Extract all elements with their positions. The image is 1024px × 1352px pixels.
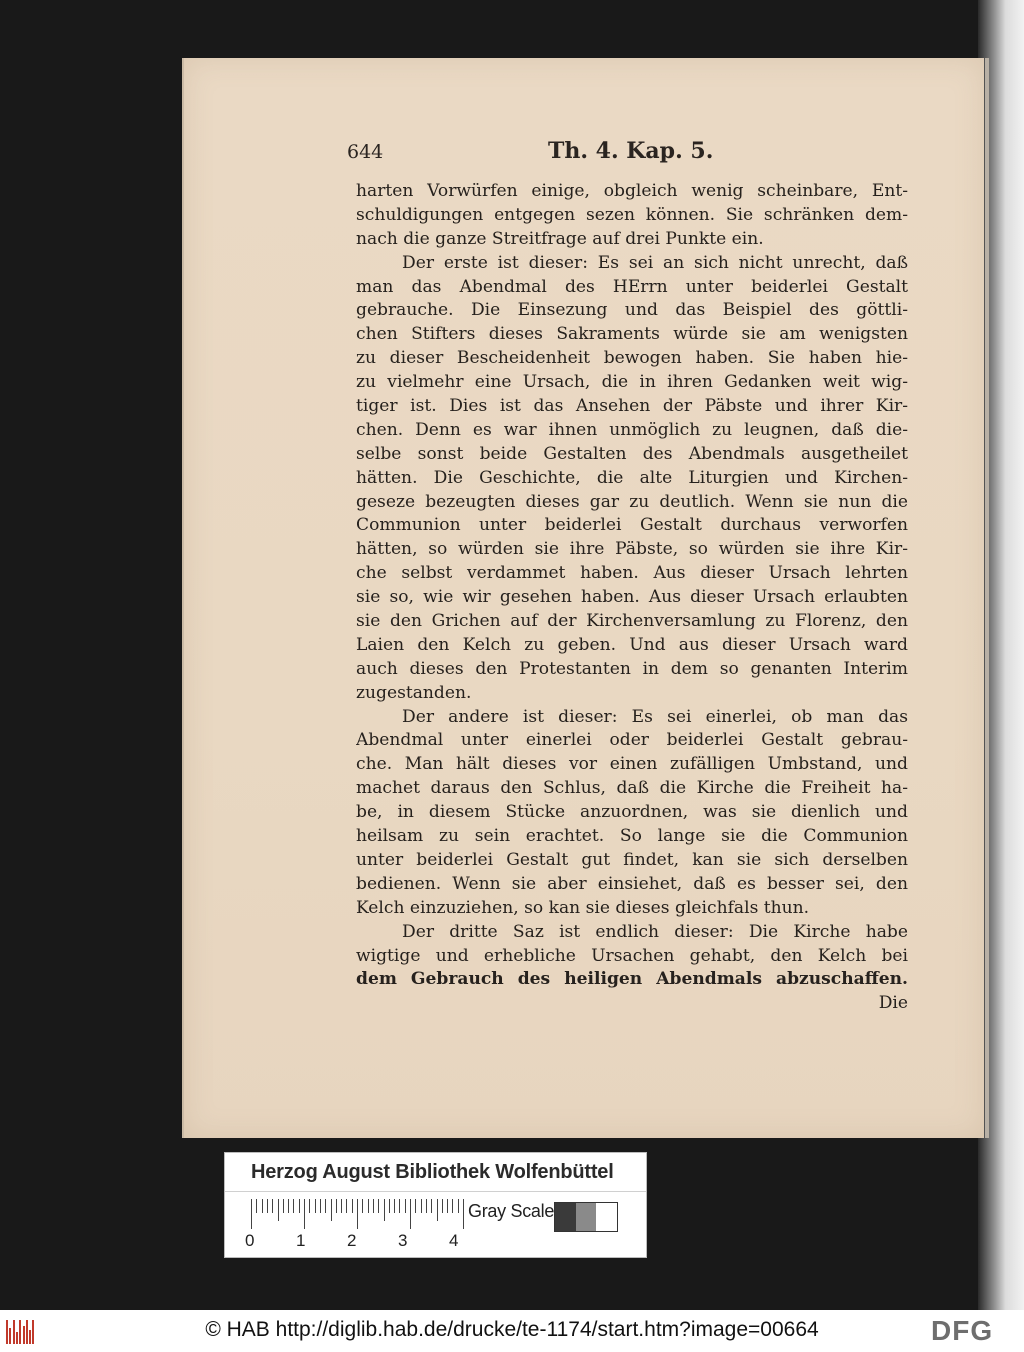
- footer-copyright-link[interactable]: © HAB http://diglib.hab.de/drucke/te-1174/start.htm?image=00664: [205, 1318, 819, 1341]
- ruler-tick: [442, 1199, 443, 1213]
- text-line: geseze bezeugten dieses gar zu deutlich. Wenn sie nun die: [356, 491, 908, 512]
- text-line: sie so, wie wir gesehen haben. Aus dieser Ursach erlaubten: [356, 587, 908, 608]
- gray-swatch: [576, 1203, 597, 1231]
- text-line: zu vielmehr eine Ursach, die in ihren Gedanken weit wig-: [356, 372, 908, 393]
- ruler-tick: [331, 1199, 332, 1221]
- dfg-logo: DFG: [931, 1315, 994, 1346]
- text-line: Abendmal unter einerlei oder beiderlei Gestalt gebrau-: [356, 730, 908, 751]
- ruler-tick: [452, 1199, 453, 1213]
- gray-scale-label: Gray Scale: [468, 1201, 555, 1221]
- ruler-tick: [437, 1199, 438, 1221]
- ruler-tick: [389, 1199, 390, 1213]
- ruler-tick: [336, 1199, 337, 1213]
- text-line: be, in diesem Stücke anzuordnen, was sie dienlich und: [356, 802, 908, 823]
- ruler-tick: [262, 1199, 263, 1213]
- text-line: Die: [878, 993, 908, 1014]
- page-number: 644: [347, 141, 384, 163]
- ruler-tick: [251, 1199, 252, 1229]
- scale-number: 0: [245, 1231, 255, 1250]
- ruler-tick: [272, 1199, 273, 1213]
- ruler-tick: [256, 1199, 257, 1213]
- colorbar-title: Herzog August Bibliothek Wolfenbüttel: [251, 1161, 614, 1183]
- ruler-tick: [426, 1199, 427, 1213]
- ruler-tick: [309, 1199, 310, 1213]
- ruler-tick: [362, 1199, 363, 1213]
- text-line: nach die ganze Streitfrage auf drei Punkte ein.: [356, 228, 764, 249]
- footer-bar: [0, 1310, 1024, 1352]
- ruler-tick: [304, 1199, 305, 1229]
- text-line: zu dieser Bescheidenheit bewogen haben. Sie haben hie-: [356, 348, 908, 369]
- ruler-tick: [299, 1199, 300, 1213]
- ruler-tick: [293, 1199, 294, 1213]
- gray-swatch: [555, 1203, 576, 1231]
- ruler-tick: [384, 1199, 385, 1221]
- text-line: wigtige und erhebliche Ursachen gehabt, den Kelch bei: [356, 945, 908, 966]
- ruler-tick: [405, 1199, 406, 1213]
- text-line: bedienen. Wenn sie aber einsiehet, daß es besser sei, den: [356, 873, 908, 894]
- ruler-tick: [267, 1199, 268, 1213]
- ruler-tick: [463, 1199, 464, 1229]
- text-line: heilsam zu sein erachtet. So lange sie die Communion: [356, 826, 908, 847]
- scale-ruler: [251, 1199, 465, 1229]
- ruler-tick: [410, 1199, 411, 1229]
- text-line: man das Abendmal des HErrn unter beiderlei Gestalt: [356, 276, 908, 297]
- scale-number: 4: [449, 1231, 459, 1250]
- gray-swatch: [596, 1203, 617, 1231]
- ruler-tick: [458, 1199, 459, 1213]
- ruler-tick: [325, 1199, 326, 1213]
- text-line: Der erste ist dieser: Es sei an sich nicht unrecht, daß: [402, 252, 908, 273]
- running-head: Th. 4. Kap. 5.: [548, 138, 714, 164]
- text-line: selbe sonst beide Gestalten des Abendmals ausgetheilet: [356, 443, 908, 464]
- text-line: dem Gebrauch des heiligen Abendmals abzuschaffen.: [356, 969, 908, 990]
- text-line: gebrauche. Die Einsezung und das Beispiel des göttli-: [356, 300, 908, 321]
- ruler-tick: [352, 1199, 353, 1213]
- text-line: auch dieses den Protestanten in dem so genanten Interim: [356, 658, 908, 679]
- ruler-tick: [415, 1199, 416, 1213]
- ruler-tick: [399, 1199, 400, 1213]
- gray-scale-swatches: [554, 1202, 618, 1232]
- text-line: machet daraus den Schlus, daß die Kirche die Freiheit ha-: [356, 778, 908, 799]
- text-line: chen Stifters dieses Sakraments würde sie am wenigsten: [356, 324, 908, 345]
- text-line: sie den Grichen auf der Kirchenversamlung zu Florenz, den: [356, 611, 908, 632]
- ruler-tick: [288, 1199, 289, 1213]
- body-text: [356, 180, 908, 1016]
- text-line: Kelch einzuziehen, so kan sie dieses gleichfals thun.: [356, 897, 810, 918]
- ruler-tick: [447, 1199, 448, 1213]
- ruler-tick: [346, 1199, 347, 1213]
- scale-number: 2: [347, 1231, 357, 1250]
- text-line: schuldigungen entgegen sezen können. Sie schränken dem-: [356, 204, 908, 225]
- text-line: che selbst verdammet haben. Aus dieser Ursach lehrten: [356, 563, 908, 584]
- ruler-tick: [357, 1199, 358, 1229]
- scale-numbers: [245, 1231, 485, 1251]
- colorbar-header: [225, 1153, 646, 1192]
- page-edge: [985, 58, 989, 1138]
- text-line: Der dritte Saz ist endlich dieser: Die Kirche habe: [402, 921, 908, 942]
- text-line: zugestanden.: [356, 682, 472, 703]
- ruler-tick: [378, 1199, 379, 1213]
- scale-number: 1: [296, 1231, 306, 1250]
- text-line: hätten. Die Geschichte, die alte Liturgien und Kirchen-: [356, 467, 908, 488]
- ruler-tick: [368, 1199, 369, 1213]
- text-line: che. Man hält dieses vor einen zufälligen Umbstand, und: [356, 754, 908, 775]
- text-line: tiger ist. Dies ist das Ansehen der Päbste und ihrer Kir-: [356, 396, 908, 417]
- text-line: Der andere ist dieser: Es sei einerlei, ob man das: [402, 706, 908, 727]
- text-line: Communion unter beiderlei Gestalt durchaus verworfen: [356, 515, 908, 536]
- text-line: unter beiderlei Gestalt gut findet, kan sie sich derselben: [356, 849, 908, 870]
- ruler-tick: [431, 1199, 432, 1213]
- ruler-tick: [283, 1199, 284, 1213]
- text-line: chen. Denn es war ihnen unmöglich zu leugnen, daß die-: [356, 419, 908, 440]
- ruler-tick: [315, 1199, 316, 1213]
- ruler-tick: [278, 1199, 279, 1221]
- ruler-tick: [421, 1199, 422, 1213]
- ruler-tick: [341, 1199, 342, 1213]
- text-line: Laien den Kelch zu geben. Und aus dieser Ursach ward: [356, 634, 908, 655]
- ruler-tick: [320, 1199, 321, 1213]
- scale-number: 3: [398, 1231, 408, 1250]
- text-line: harten Vorwürfen einige, obgleich wenig scheinbare, Ent-: [356, 181, 908, 201]
- ruler-tick: [373, 1199, 374, 1213]
- ruler-tick: [394, 1199, 395, 1213]
- color-calibration-bar: [224, 1152, 647, 1258]
- text-line: hätten, so würden sie ihre Päbste, so würden sie ihre Kir-: [356, 539, 908, 560]
